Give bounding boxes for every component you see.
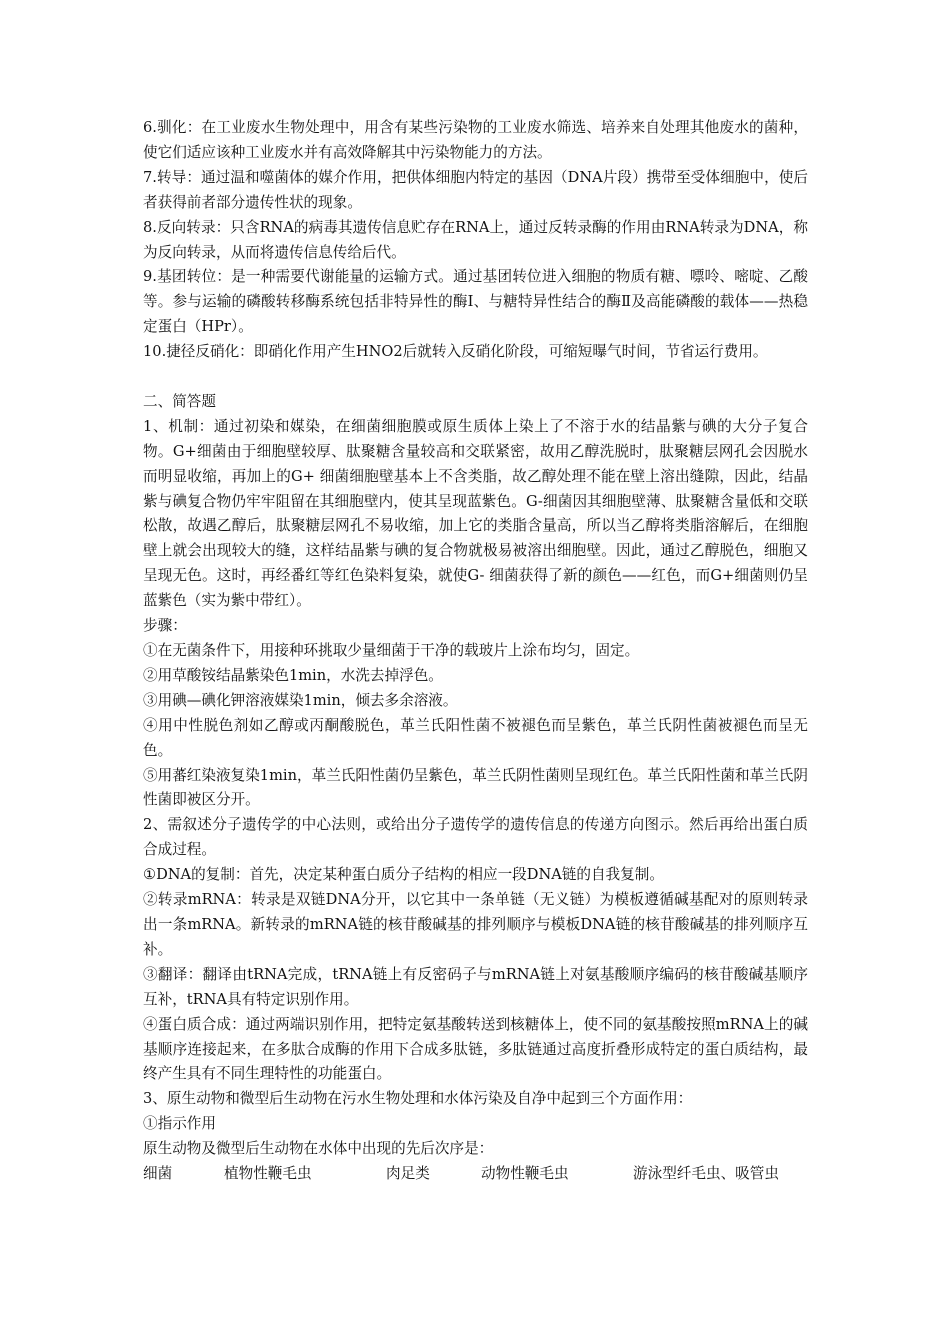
sequence-item: 植物性鞭毛虫 [224, 1165, 312, 1183]
answer-paragraph: 3、原生动物和微型后生动物在污水生物处理和水体污染及自净中起到三个方面作用： [143, 1090, 693, 1108]
answer-paragraph: ②转录mRNA：转录是双链DNA分开，以它其中一条单链（无义链）为模板遵循碱基配对的原则转录出一条mRNA。新转录的mRNA链的核苷酸碱基的排列顺序与模板DNA链的核苷酸碱基的排列顺序互补。 [143, 891, 808, 958]
document-body [143, 116, 808, 1187]
answer-paragraph: ③翻译：翻译由tRNA完成，tRNA链上有反密码子与mRNA链上对氨基酸顺序编码的核苷酸碱基顺序互补，tRNA具有特定识别作用。 [143, 965, 808, 1008]
sequence-item: 动物性鞭毛虫 [481, 1165, 569, 1183]
answer-paragraph: ⑤用蕃红染液复染1min，革兰氏阳性菌仍呈紫色，革兰氏阴性菌则呈现红色。革兰氏阳性菌和革兰氏阴性菌即被区分开。 [143, 766, 808, 809]
answer-paragraph: 2、需叙述分子遗传学的中心法则，或给出分子遗传学的遗传信息的传递方向图示。然后再给出蛋白质合成过程。 [143, 816, 808, 859]
sequence-item: 细菌 [143, 1165, 173, 1183]
paragraph-spacer [143, 365, 808, 390]
answer-paragraph: ④用中性脱色剂如乙醇或丙酮酸脱色，革兰氏阳性菌不被褪色而呈紫色，革兰氏阴性菌被褪色而呈无色。 [143, 716, 808, 759]
definition-paragraph: 10.捷径反硝化：即硝化作用产生HNO2后就转入反硝化阶段，可缩短曝气时间，节省运行费用。 [143, 343, 768, 361]
answer-paragraph: ④蛋白质合成：通过两端识别作用，把特定氨基酸转送到核糖体上，使不同的氨基酸按照mRNA上的碱基顺序连接起来，在多肽合成酶的作用下合成多肽链，多肽链通过高度折叠形成特定的蛋白质结构，最终产生具有不同生理特性的功能蛋白。 [143, 1015, 808, 1083]
definition-paragraph: 6.驯化：在工业废水生物处理中，用含有某些污染物的工业废水筛选、培养来自处理其他废水的菌种，使它们适应该种工业废水并有高效降解其中污染物能力的方法。 [143, 119, 808, 161]
definition-paragraph: 8.反向转录：只含RNA的病毒其遗传信息贮存在RNA上，通过反转录酶的作用由RNA转录为DNA，称为反向转录，从而将遗传信息传给后代。 [143, 218, 808, 261]
answer-paragraph: 步骤： [143, 617, 187, 635]
answer-paragraph: ①指示作用 [143, 1115, 216, 1133]
section-heading: 二、简答题 [143, 392, 216, 410]
answer-paragraph: ①DNA的复制：首先，决定某种蛋白质分子结构的相应一段DNA链的自我复制。 [143, 866, 664, 884]
answer-paragraph: ②用草酸铵结晶紫染色1min，水洗去掉浮色。 [143, 666, 443, 684]
sequence-item: 肉足类 [386, 1165, 430, 1183]
definition-paragraph: 7.转导：通过温和噬菌体的媒介作用，把供体细胞内特定的基因（DNA片段）携带至受体细胞中，使后者获得前者部分遗传性状的现象。 [143, 168, 808, 211]
sequence-item: 游泳型纤毛虫、吸管虫 [633, 1165, 779, 1183]
definition-paragraph: 9.基团转位：是一种需要代谢能量的运输方式。通过基团转位进入细胞的物质有糖、嘌呤、嘧啶、乙酸等。参与运输的磷酸转移酶系统包括非特异性的酶Ⅰ、与糖特异性结合的酶Ⅱ及高能磷酸的载体——热稳定蛋白（HPr）。 [143, 268, 808, 336]
answer-paragraph: ③用碘—碘化钾溶液媒染1min，倾去多余溶液。 [143, 691, 458, 709]
answer-paragraph: 原生动物及微型后生动物在水体中出现的先后次序是： [143, 1140, 494, 1158]
organism-sequence-row [143, 1162, 808, 1187]
answer-paragraph: ①在无菌条件下，用接种环挑取少量细菌于干净的载玻片上涂布均匀，固定。 [143, 642, 640, 660]
answer-paragraph: 1、机制：通过初染和媒染，在细菌细胞膜或原生质体上染上了不溶于水的结晶紫与碘的大分子复合物。G+细菌由于细胞壁较厚、肽聚糖含量较高和交联紧密，故用乙醇洗脱时，肽聚糖层网孔会因脱水而明显收缩，再加上的G+ 细菌细胞壁基本上不含类脂，故乙醇处理不能在壁上溶出缝隙，因此，结晶紫与碘复合物仍牢牢阻留在其细胞壁内，使其呈现蓝紫色。G-细菌因其细胞壁薄、肽聚糖含量低和交联松散，故遇乙醇后，肽聚糖层网孔不易收缩，加上它的类脂含量高，所以当乙醇将类脂溶解后，在细胞壁上就会出现较大的缝，这样结晶紫与碘的复合物就极易被溶出细胞壁。因此，通过乙醇脱色，细胞又呈现无色。这时，再经番红等红色染料复染，就使G- 细菌获得了新的颜色——红色，而G+细菌则仍呈蓝紫色（实为紫中带红）。 [143, 417, 808, 610]
